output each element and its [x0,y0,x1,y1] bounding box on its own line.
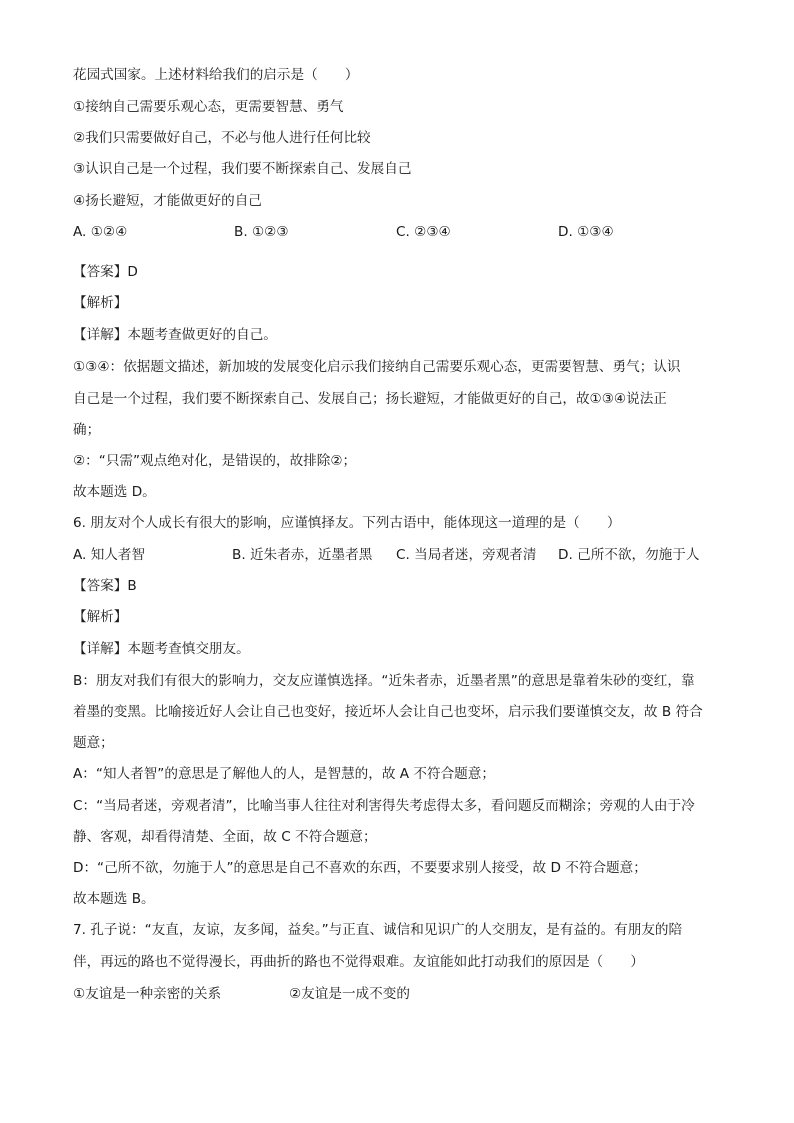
q5-exclude: ②：“只需”观点绝对化，是错误的，故排除②； [73,453,357,469]
q7-item-2: ②友谊是一成不变的 [289,986,410,1002]
q6-option-d: D. 己所不欲，勿施于人 [558,547,700,563]
q7-stem-line-1: 7. 孔子说：“友直，友谅，友多闻，益矣。”与正直、诚信和见识广的人交朋友，是有益的。有朋友的陪 [73,922,683,938]
q7-stem-line-2: 伴，再远的路也不觉得漫长，再曲折的路也不觉得艰难。友谊能如此打动我们的原因是（ ） [73,954,644,970]
q6-a-explain: A：“知人者智”的意思是了解他人的人，是智慧的，故 A 不符合题意； [73,766,495,782]
q5-detail: 【详解】本题考查做更好的自己。 [73,327,277,343]
q5-item-1: ①接纳自己需要乐观心态，更需要智慧、勇气 [73,99,344,115]
q6-option-c: C. 当局者迷，旁观者清 [396,547,537,563]
q5-option-b: B. ①②③ [234,224,289,240]
q6-b-line-1: B：朋友对我们有很大的影响力，交友应谨慎选择。“近朱者赤，近墨者黑”的意思是靠着朱砂的变红，靠 [73,673,695,689]
q6-c-line-1: C：“当局者迷，旁观者清”，比喻当事人往往对利害得失考虑得太多，看问题反而糊涂；旁观的人由于冷 [73,798,695,814]
q5-item-3: ③认识自己是一个过程，我们要不断探索自己、发展自己 [73,161,412,177]
q5-explain-line-3: 确； [73,422,101,438]
q5-stem-tail: 花园式国家。上述材料给我们的启示是（ ） [73,67,359,83]
q6-detail: 【详解】本题考查慎交朋友。 [73,641,250,657]
q6-analysis-label: 【解析】 [73,609,128,625]
q5-explain-line-1: ①③④：依据题文描述，新加坡的发展变化启示我们接纳自己需要乐观心态，更需要智慧、勇气；认识 [73,359,681,375]
q5-item-2: ②我们只需要做好自己，不必与他人进行任何比较 [73,130,371,146]
q7-item-1: ①友谊是一种亲密的关系 [73,986,222,1002]
q5-explain-line-2: 自己是一个过程，我们要不断探索自己、发展自己；扬长避短，才能做更好的自己，故①③④说法正 [73,391,667,407]
q5-option-d: D. ①③④ [558,224,614,240]
q5-analysis-label: 【解析】 [73,295,128,311]
q6-d-explain: D：“己所不欲，勿施于人”的意思是自己不喜欢的东西，不要要求别人接受，故 D 不符合题意； [73,860,647,876]
q5-option-a: A. ①②④ [73,224,128,240]
q5-conclusion: 故本题选 D。 [73,484,156,500]
q6-conclusion: 故本题选 B。 [73,891,155,907]
q6-stem: 6. 朋友对个人成长有很大的影响，应谨慎择友。下列古语中，能体现这一道理的是（ ） [73,515,621,531]
q5-answer: 【答案】D [73,264,138,280]
q6-c-line-2: 静、客观，却看得清楚、全面，故 C 不符合题意； [73,829,377,845]
q6-option-b: B. 近朱者赤，近墨者黑 [232,547,373,563]
q5-item-4: ④扬长避短，才能做更好的自己 [73,193,262,209]
q6-b-line-2: 着墨的变黑。比喻接近好人会让自己也变好，接近坏人会让自己也变坏，启示我们要谨慎交友，故 B 符合 [73,704,703,720]
q6-answer: 【答案】B [73,578,137,594]
q6-option-a: A. 知人者智 [73,547,146,563]
q5-option-c: C. ②③④ [396,224,451,240]
q6-b-line-3: 题意； [73,735,114,751]
